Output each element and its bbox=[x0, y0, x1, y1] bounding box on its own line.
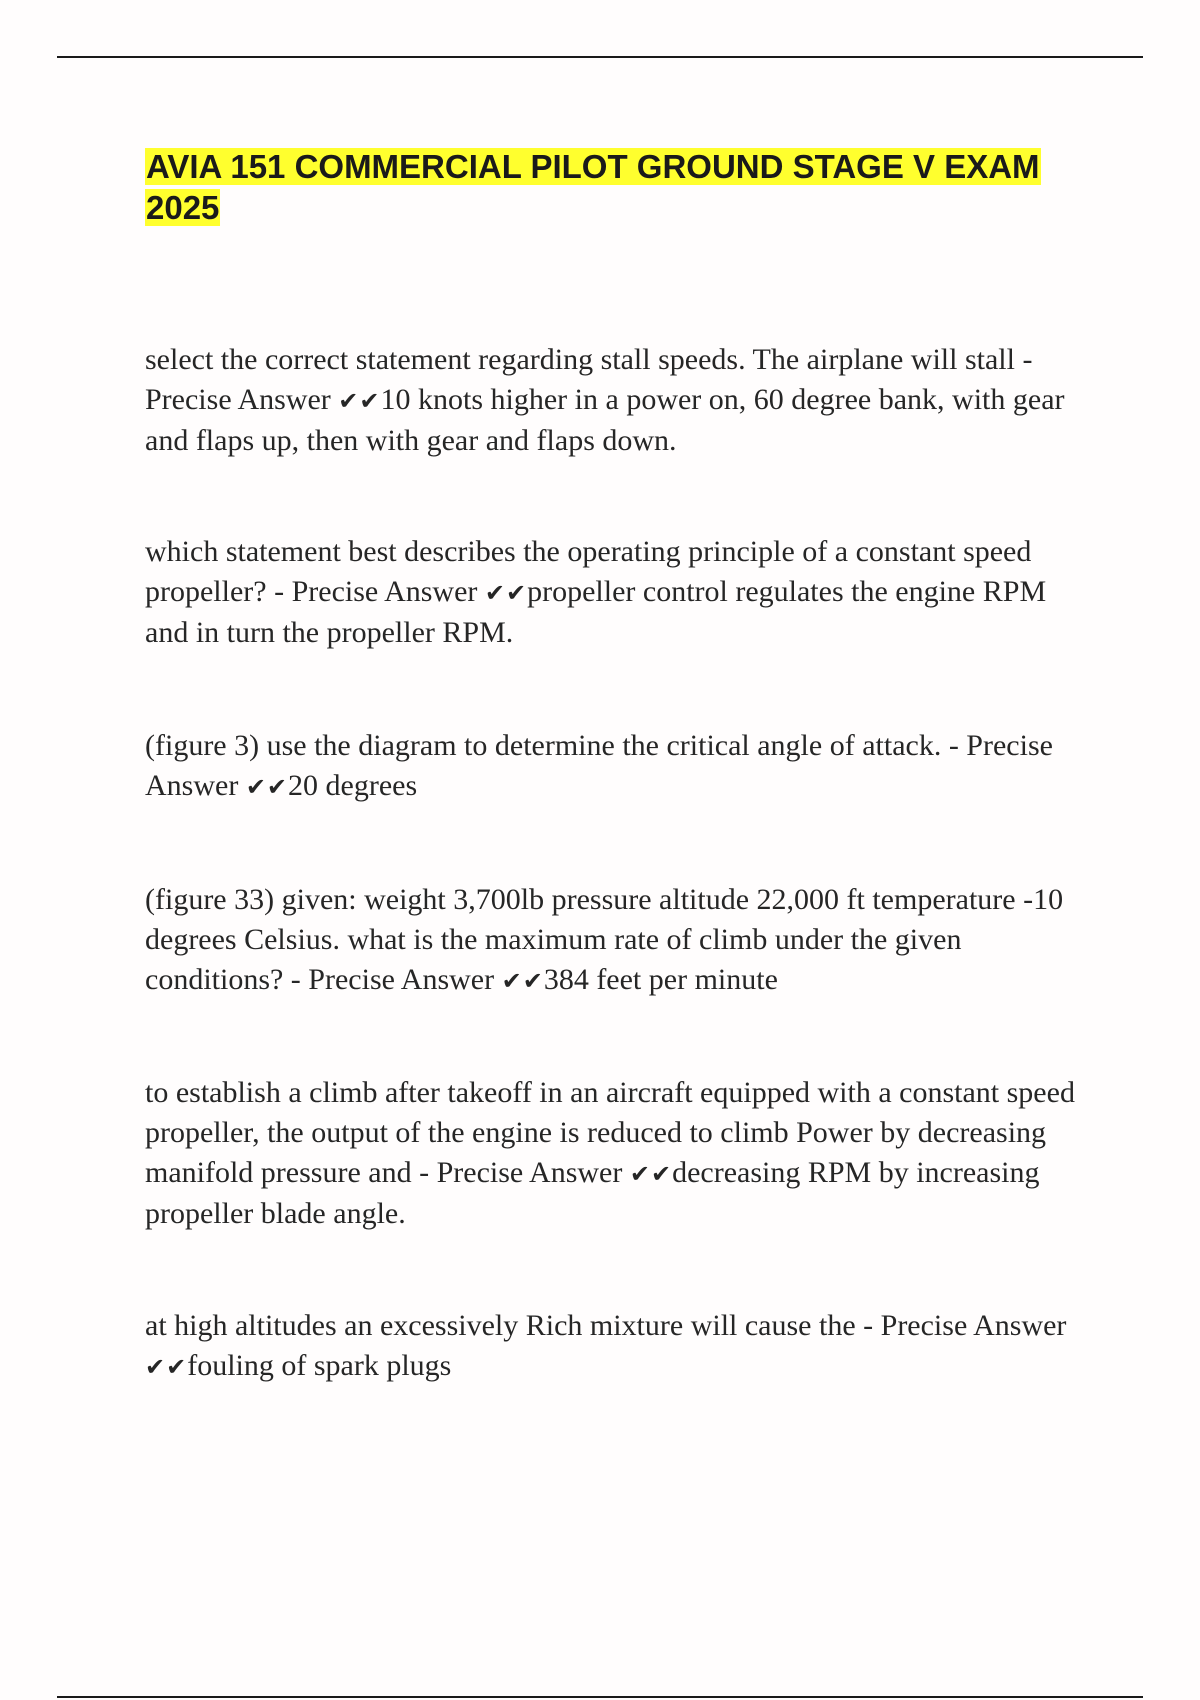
qa-item bbox=[145, 340, 1095, 461]
question-text: which statement best describes the operating principle of a constant speed propeller? - Precise Answer bbox=[145, 535, 1032, 608]
question-text: select the correct statement regarding stall speeds. The airplane will stall - Precise Answer bbox=[145, 343, 1033, 416]
double-check-icon: ✔✔ bbox=[245, 773, 289, 801]
document-title bbox=[145, 146, 1065, 228]
question-text: (figure 3) use the diagram to determine the critical angle of attack. - Precise Answer bbox=[145, 729, 1053, 802]
qa-item bbox=[145, 880, 1095, 1001]
double-check-icon: ✔✔ bbox=[501, 967, 544, 995]
double-check-icon: ✔✔ bbox=[338, 387, 381, 415]
question-text: (figure 33) given: weight 3,700lb pressure altitude 22,000 ft temperature -10 degrees Celsius. what is the maximum rate of climb under the given conditions? - Precise Answer bbox=[145, 883, 1064, 996]
answer-text: 10 knots higher in a power on, 60 degree bank, with gear and flaps up, then with gear and flaps down. bbox=[145, 383, 1065, 457]
qa-item bbox=[145, 532, 1095, 653]
title-highlight: AVIA 151 COMMERCIAL PILOT GROUND STAGE V EXAM 2025 bbox=[146, 148, 1040, 226]
answer-text: fouling of spark plugs bbox=[187, 1349, 452, 1382]
question-text: at high altitudes an excessively Rich mixture will cause the - Precise Answer bbox=[145, 1309, 1067, 1342]
answer-text: 384 feet per minute bbox=[543, 963, 778, 996]
top-divider bbox=[57, 56, 1143, 58]
question-text: to establish a climb after takeoff in an aircraft equipped with a constant speed propeller, the output of the engine is reduced to climb Power by decreasing manifold pressure and - Precise Answer bbox=[145, 1076, 1075, 1189]
answer-text: 20 degrees bbox=[288, 769, 418, 802]
qa-item bbox=[145, 1073, 1095, 1234]
bottom-divider bbox=[57, 1696, 1143, 1698]
double-check-icon: ✔✔ bbox=[484, 579, 528, 607]
answer-text: propeller control regulates the engine RPM and in turn the propeller RPM. bbox=[145, 575, 1047, 649]
answer-text: decreasing RPM by increasing propeller blade angle. bbox=[145, 1156, 1040, 1230]
qa-item bbox=[145, 726, 1095, 807]
double-check-icon: ✔✔ bbox=[145, 1353, 188, 1381]
qa-item bbox=[145, 1306, 1095, 1387]
double-check-icon: ✔✔ bbox=[629, 1160, 673, 1188]
